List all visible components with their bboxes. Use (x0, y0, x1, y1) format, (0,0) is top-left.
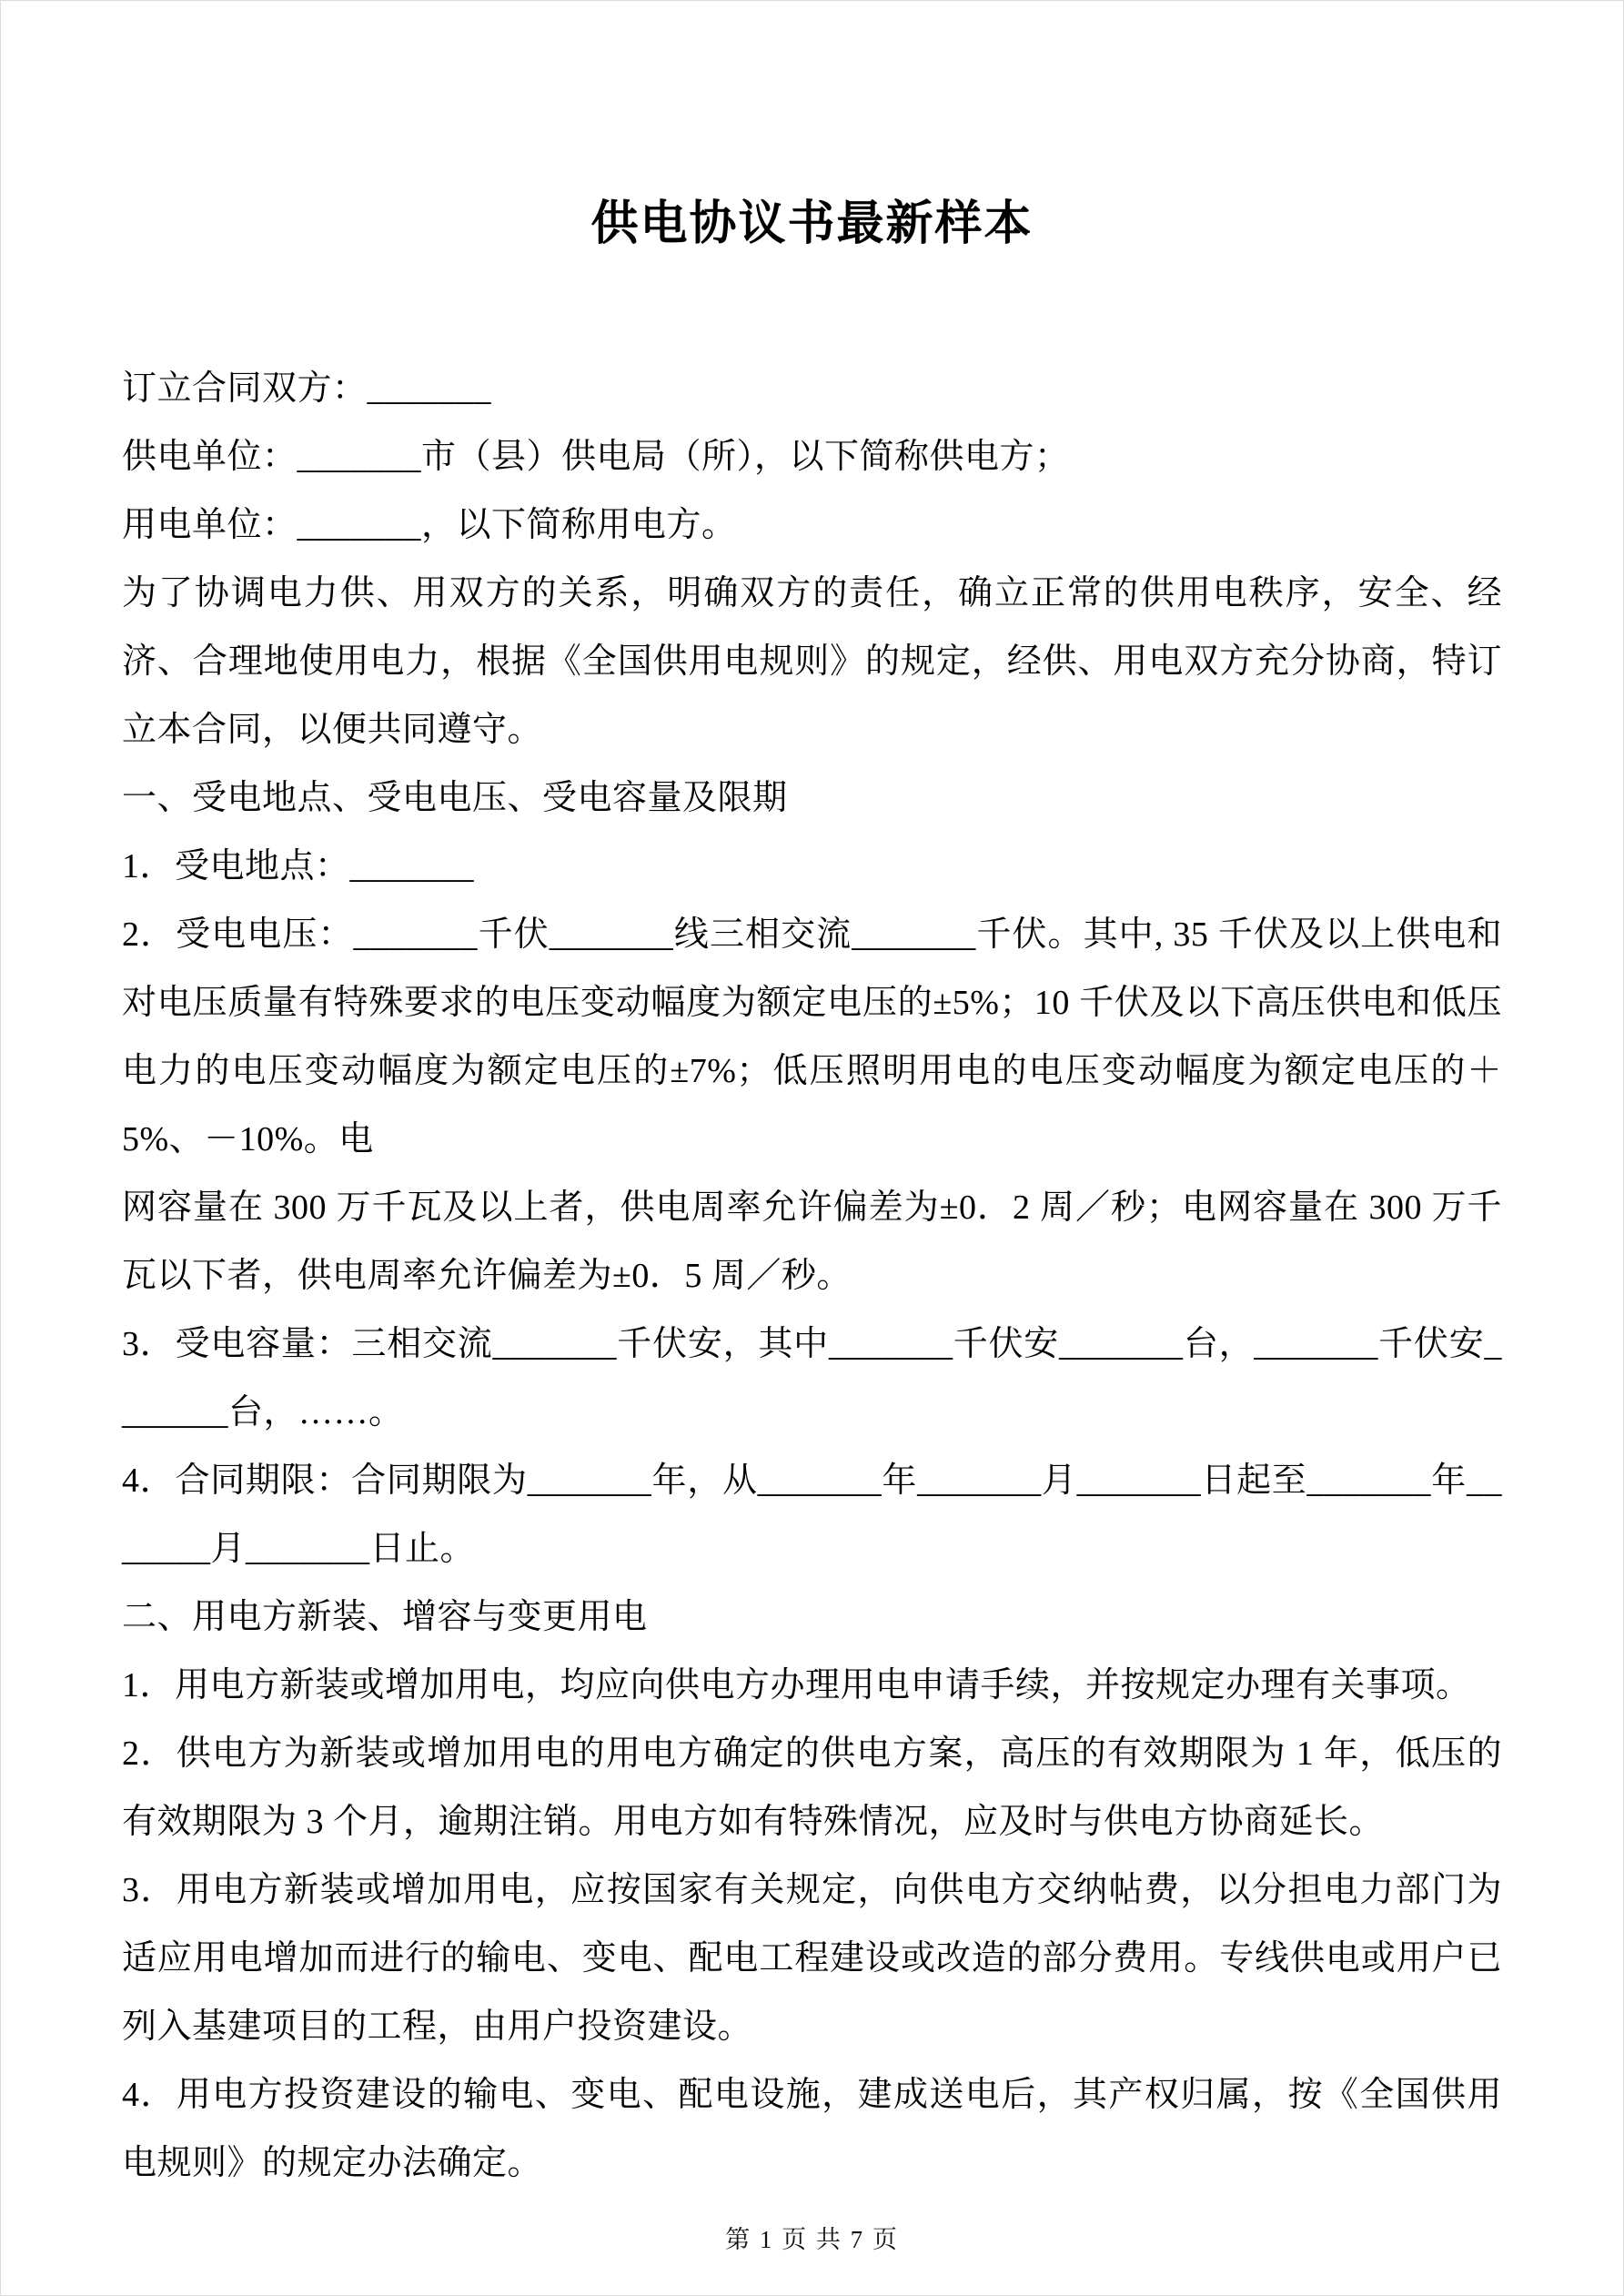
paragraph-1-4-term: 4．合同期限：合同期限为_______年，从_______年_______月_______日起至_______年_______月_______日止。 (122, 1462, 1502, 1569)
section-2-heading: 二、用电方新装、增容与变更用电 (122, 1598, 648, 1637)
paragraph-1-2-voltage: 2．受电电压：_______千伏_______线三相交流_______千伏。其中, 35 千伏及以上供电和对电压质量有特殊要求的电压变动幅度为额定电压的±5%；10 千伏及以下高压供电和低压电力的电压变动幅度为额定电压的±7%；低压照明用电的电压变动幅度为额定电压的＋5%、－10%。电 (122, 915, 1502, 1159)
document-content (122, 1, 1502, 2198)
document-body (122, 355, 1502, 2198)
paragraph-intro-parties: 订立合同双方：_______ (122, 369, 492, 409)
section-1-heading: 一、受电地点、受电电压、受电容量及限期 (122, 779, 788, 818)
paragraph-2-1: 1．用电方新装或增加用电，均应向供电方办理用电申请手续，并按规定办理有关事项。 (122, 1666, 1471, 1705)
paragraph-1-2-grid: 网容量在 300 万千瓦及以上者，供电周率允许偏差为±0．2 周／秒；电网容量在 300 万千瓦以下者，供电周率允许偏差为±0．5 周／秒。 (122, 1188, 1502, 1296)
paragraph-1-3-capacity: 3．受电容量：三相交流_______千伏安，其中_______千伏安_______台，_______千伏安_______台，……。 (122, 1325, 1502, 1432)
paragraph-2-3: 3．用电方新装或增加用电，应按国家有关规定，向供电方交纳帖费，以分担电力部门为适应用电增加而进行的输电、变电、配电工程建设或改造的部分费用。专线供电或用户已列入基建项目的工程，由用户投资建设。 (122, 1871, 1502, 2047)
paragraph-preamble: 为了协调电力供、用双方的关系，明确双方的责任，确立正常的供用电秩序，安全、经济、合理地使用电力，根据《全国供用电规则》的规定，经供、用电双方充分协商，特订立本合同，以便共同遵守。 (122, 574, 1502, 750)
paragraph-2-4: 4．用电方投资建设的输电、变电、配电设施，建成送电后，其产权归属，按《全国供用电规则》的规定办法确定。 (122, 2076, 1502, 2183)
document-title: 供电协议书最新样本 (590, 198, 1034, 250)
paragraph-2-2: 2．供电方为新装或增加用电的用电方确定的供电方案，高压的有效期限为 1 年，低压的有效期限为 3 个月，逾期注销。用电方如有特殊情况，应及时与供电方协商延长。 (122, 1735, 1502, 1842)
paragraph-1-1-location: 1．受电地点：_______ (122, 847, 475, 886)
paragraph-supplier: 供电单位：_______市（县）供电局（所），以下简称供电方； (122, 438, 1070, 477)
paragraph-consumer: 用电单位：_______，以下简称用电方。 (122, 506, 737, 545)
page-number-footer: 第 1 页 共 7 页 (725, 2226, 899, 2253)
